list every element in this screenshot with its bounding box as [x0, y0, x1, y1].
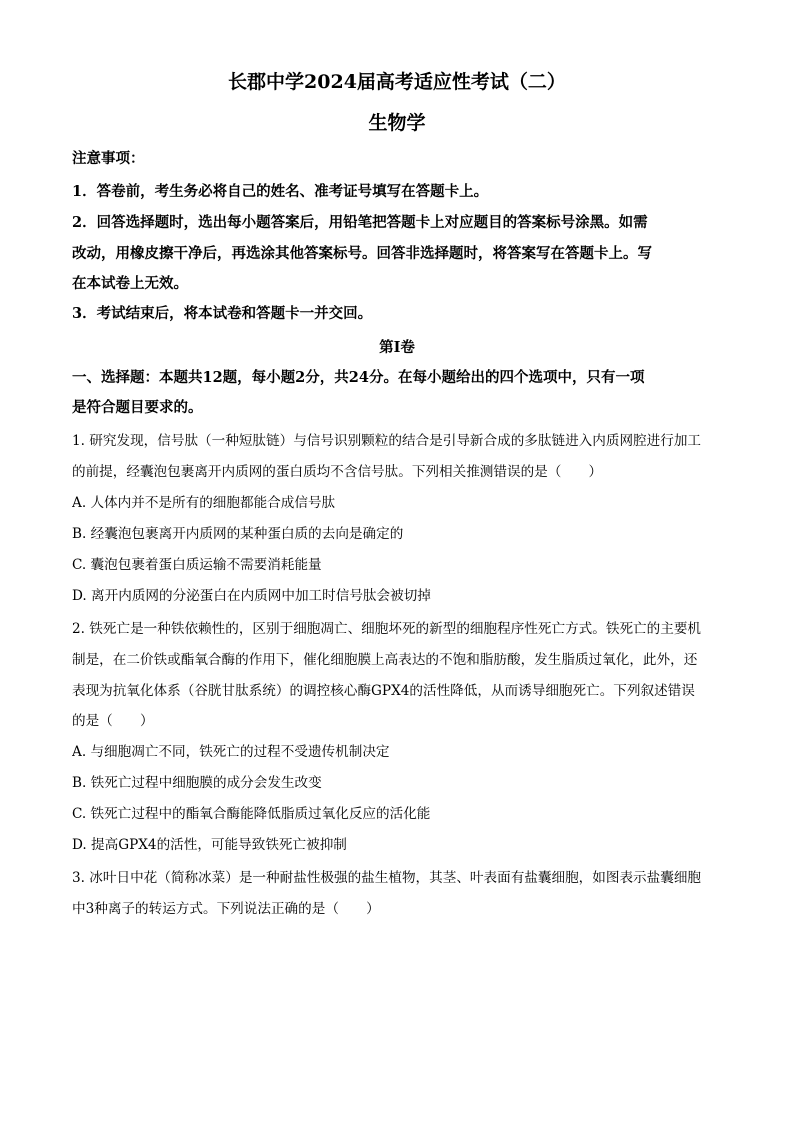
subject-title: 生物学 [368, 112, 426, 134]
question-2-option-a: A. 与细胞凋亡不同，铁死亡的过程不受遗传机制决定 [72, 744, 390, 760]
notice-item-2-line-3: 在本试卷上无效。 [72, 275, 188, 292]
notice-item-3: 3．考试结束后，将本试卷和答题卡一并交回。 [72, 305, 373, 322]
question-3-stem-line-1: 3. 冰叶日中花（简称冰菜）是一种耐盐性极强的盐生植物，其茎、叶表面有盐囊细胞，如图表示盐囊细胞 [72, 870, 702, 886]
notice-item-2-line-1: 2．回答选择题时，选出每小题答案后，用铅笔把答题卡上对应题目的答案标号涂黑。如需 [72, 214, 648, 231]
question-1-stem-line-1: 1. 研究发现，信号肽（一种短肽链）与信号识别颗粒的结合是引导新合成的多肽链进入内质网腔进行加工 [72, 433, 702, 449]
section-heading-line-2: 是符合题目要求的。 [72, 399, 203, 416]
question-1-option-b: B. 经囊泡包裹离开内质网的某种蛋白质的去向是确定的 [72, 526, 404, 542]
notice-item-2-line-2: 改动，用橡皮擦干净后，再选涂其他答案标号。回答非选择题时，将答案写在答题卡上。写 [72, 245, 652, 262]
notice-heading: 注意事项： [72, 150, 145, 167]
question-2-stem-line-2: 制是，在二价铁或酯氧合酶的作用下，催化细胞膜上高表达的不饱和脂肪酸，发生脂质过氧化，此外，还 [72, 652, 698, 668]
question-2-stem-line-4: 的是（ ） [72, 713, 154, 729]
volume-heading: 第I卷 [379, 339, 415, 356]
question-2-stem-line-1: 2. 铁死亡是一种铁依赖性的，区别于细胞凋亡、细胞坏死的新型的细胞程序性死亡方式。铁死亡的主要机 [72, 621, 702, 637]
exam-title: 长郡中学2024届高考适应性考试（二） [228, 71, 566, 93]
question-1-stem-line-2: 的前提，经囊泡包裹离开内质网的蛋白质均不含信号肽。下列相关推测错误的是（ ） [72, 464, 603, 480]
question-2-option-d: D. 提高GPX4的活性，可能导致铁死亡被抑制 [72, 837, 347, 853]
notice-item-1: 1．答卷前，考生务必将自己的姓名、准考证号填写在答题卡上。 [72, 183, 489, 200]
question-2-option-b: B. 铁死亡过程中细胞膜的成分会发生改变 [72, 775, 322, 791]
question-2-stem-line-3: 表现为抗氧化体系（谷胱甘肽系统）的调控核心酶GPX4的活性降低，从而诱导细胞死亡。下列叙述错误 [72, 683, 695, 699]
question-1-option-c: C. 囊泡包裹着蛋白质运输不需要消耗能量 [72, 557, 322, 573]
question-1-option-a: A. 人体内并不是所有的细胞都能合成信号肽 [72, 495, 336, 511]
question-2-option-c: C. 铁死亡过程中的酯氧合酶能降低脂质过氧化反应的活化能 [72, 806, 431, 822]
question-3-stem-line-2: 中3种离子的转运方式。下列说法正确的是（ ） [72, 901, 380, 917]
question-1-option-d: D. 离开内质网的分泌蛋白在内质网中加工时信号肽会被切掉 [72, 588, 431, 604]
section-heading-line-1: 一、选择题：本题共12题，每小题2分，共24分。在每小题给出的四个选项中，只有一项 [72, 369, 645, 386]
